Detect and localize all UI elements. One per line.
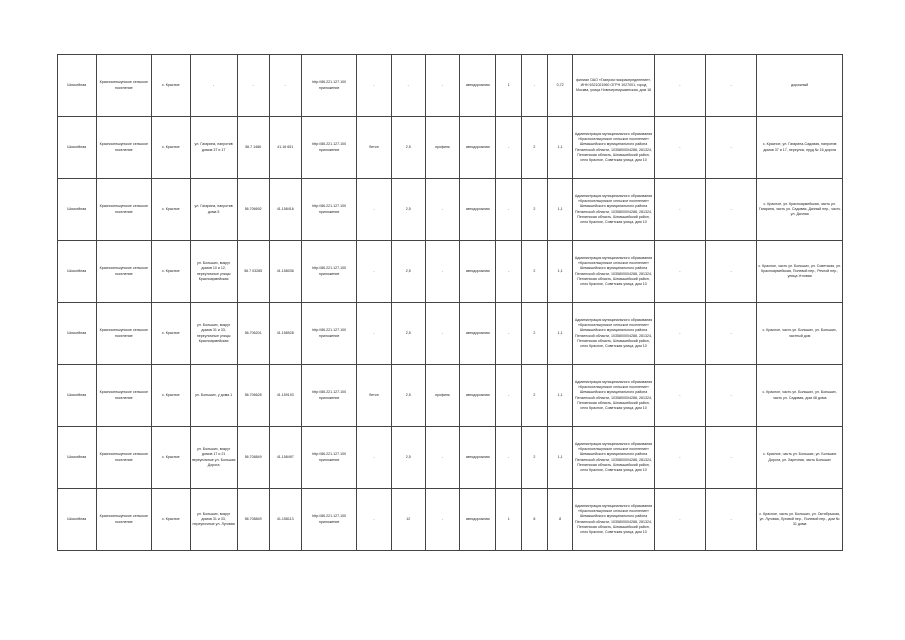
table-cell: Администрация муниципального образования «Красноселькупское сельское поселение» Шемышейского муниципального района Пензенской области, 1035800004288, 281324, Пензенская область, Шемышейский район, село Красное, Советская улица, дом 10	[573, 241, 654, 303]
table-cell: Красноселькупское сельское поселение	[96, 489, 152, 551]
table-cell: Красноселькупское сельское поселение	[96, 303, 152, 365]
table-cell: 56.706628	[237, 365, 269, 427]
table-cell: Администрация муниципального образования «Красноселькупское сельское поселение» Шемышейского муниципального района Пензенской области, 1035800004288, 281324, Пензенская область, Шемышейский район, село Красное, Советская улица, дом 10	[573, 427, 654, 489]
table-cell: автодорожная	[460, 241, 496, 303]
table-cell: Шоссейная	[58, 179, 97, 241]
table-cell: 41.158036	[269, 241, 301, 303]
table-cell: http://86.221.127.100 приложение	[301, 427, 357, 489]
table-cell: -	[706, 179, 757, 241]
table-cell: -	[654, 427, 705, 489]
table-cell: -	[357, 179, 391, 241]
table-cell: Шоссейная	[58, 55, 97, 117]
table-cell: -	[357, 427, 391, 489]
table-cell: с. Красное	[152, 489, 191, 551]
table-cell: 41.16 651	[269, 117, 301, 179]
table-cell: Красноселькупское сельское поселение	[96, 427, 152, 489]
table-cell: 1,1	[547, 365, 573, 427]
table-cell: Шоссейная	[58, 365, 97, 427]
table-cell: -	[654, 241, 705, 303]
table-cell: Красноселькупское сельское поселение	[96, 365, 152, 427]
table-cell: -	[654, 179, 705, 241]
table-cell: -	[496, 179, 522, 241]
table-cell: с. Красное	[152, 303, 191, 365]
table-cell: 56.706201	[237, 303, 269, 365]
table-cell: Администрация муниципального образования «Красноселькупское сельское поселение» Шемышейского муниципального района Пензенской области, 1035800004288, 281324, Пензенская область, Шемышейский район, село Красное, Советская улица, дом 10	[573, 489, 654, 551]
table-cell: Шоссейная	[58, 427, 97, 489]
table-cell: http://86.221.127.100 приложение	[301, 303, 357, 365]
table-cell: 56.7 1486	[237, 117, 269, 179]
table-cell: -	[654, 117, 705, 179]
table-cell: Шоссейная	[58, 241, 97, 303]
table-cell: Красноселькупское сельское поселение	[96, 179, 152, 241]
table-body	[58, 55, 843, 551]
table-cell: 2	[522, 117, 548, 179]
table-row	[58, 55, 843, 117]
table-cell: -	[357, 303, 391, 365]
table-cell: 2,5	[391, 365, 425, 427]
table-cell: 2,5	[391, 179, 425, 241]
table-cell: 8	[547, 489, 573, 551]
table-cell: 2,5	[391, 117, 425, 179]
table-cell: Красноселькупское сельское поселение	[96, 241, 152, 303]
table-cell: 56.708849	[237, 427, 269, 489]
table-cell: 2	[522, 427, 548, 489]
table-cell: -	[706, 117, 757, 179]
table-cell: Шоссейная	[58, 303, 97, 365]
table-cell: -	[496, 365, 522, 427]
table-cell: Администрация муниципального образования «Красноселькупское сельское поселение» Шемышейского муниципального района Пензенской области, 1035800004288, 281324, Пензенская область, Шемышейский район, село Красное, Советская улица, дом 10	[573, 365, 654, 427]
table-cell: с. Красное	[152, 241, 191, 303]
table-cell: дорожный	[757, 55, 843, 117]
table-cell: 2	[522, 303, 548, 365]
table-cell: -	[357, 55, 391, 117]
table-cell: 56.7 03285	[237, 241, 269, 303]
table-cell: ул. Больших, у дома 1	[190, 365, 237, 427]
table-cell: -	[391, 55, 425, 117]
table-cell: Шоссейная	[58, 117, 97, 179]
table-cell: http://86.221.127.100 приложение	[301, 117, 357, 179]
table-cell: ул. Гагарина, напротив домов 37 и 17	[190, 117, 237, 179]
table-cell: 1,1	[547, 427, 573, 489]
table-cell: Администрация муниципального образования «Красноселькупское сельское поселение» Шемышейского муниципального района Пензенской области, 1035800004288, 281324, Пензенская область, Шемышейский район, село Красное, Советская улица, дом 10	[573, 303, 654, 365]
table-cell: 56.706692	[237, 179, 269, 241]
table-cell: -	[425, 241, 459, 303]
table-cell: с. Красное, часть ул. Больших, ул. Октябрьская, ул. Луговая, Луговой пер., Полевой пер., дом № 31 дома	[757, 489, 843, 551]
table-cell: Администрация муниципального образования «Красноселькупское сельское поселение» Шемышейского муниципального района Пензенской области, 1035800004288, 281324, Пензенская область, Шемышейский район, село Красное, Советская улица, дом 10	[573, 179, 654, 241]
table-cell: -	[706, 365, 757, 427]
table-cell: -	[425, 427, 459, 489]
table-cell: автодорожная	[460, 55, 496, 117]
table-cell: -	[706, 427, 757, 489]
registry-table	[57, 54, 843, 551]
table-row	[58, 303, 843, 365]
table-cell: с. Красное, ул. Красноармейская, часть ул. Гагарина, часть ул. Садовая, Дачный пер., часть ул. Дачная	[757, 179, 843, 241]
table-cell: с. Красное, ул. Гагарина-Садовая, напротив домов 37 и 17, переулок, пруд № 16 дорога	[757, 117, 843, 179]
table-cell: -	[654, 365, 705, 427]
table-row	[58, 117, 843, 179]
table-cell: -	[425, 303, 459, 365]
table-cell: ул. Больших, вокруг домов 31 и 33, переулочные ул. Луговая	[190, 489, 237, 551]
table-cell: 2,5	[391, 241, 425, 303]
table-cell: Шоссейная	[58, 489, 97, 551]
table-cell: http://86.221.127.100 приложение	[301, 489, 357, 551]
table-cell: -	[654, 489, 705, 551]
table-cell: 0,72	[547, 55, 573, 117]
table-cell: с. Красное	[152, 117, 191, 179]
table-cell: с. Красное	[152, 427, 191, 489]
table-cell: 1	[496, 55, 522, 117]
table-cell: профиль	[425, 117, 459, 179]
table-cell: -	[496, 241, 522, 303]
table-row	[58, 179, 843, 241]
table-cell: ул. Больших, вокруг домов 31 и 33, переулочные улицы Красноармейская	[190, 303, 237, 365]
table-cell: 1,1	[547, 179, 573, 241]
table-cell: филиал ОАО «Газпром газораспределение», ИНН 6321021960 ОГРН 1027001, город Москва, улица Новочеремушкинская, дом 16	[573, 55, 654, 117]
table-cell: с. Красное	[152, 55, 191, 117]
table-row	[58, 427, 843, 489]
table-cell: -	[425, 179, 459, 241]
table-cell: с. Красное, часть ул. Больших, ул. Больших, часть ул. Садовая, дом 48 дома	[757, 365, 843, 427]
table-cell: 2	[522, 241, 548, 303]
table-cell: с. Красное	[152, 365, 191, 427]
table-cell: 2	[522, 179, 548, 241]
table-cell: автодорожная	[460, 117, 496, 179]
table-cell: автодорожная	[460, 365, 496, 427]
table-cell: автодорожная	[460, 427, 496, 489]
table-cell: 41.158497	[269, 427, 301, 489]
table-cell: -	[496, 427, 522, 489]
table-cell: -	[357, 489, 391, 551]
table-cell: автодорожная	[460, 179, 496, 241]
table-row	[58, 241, 843, 303]
table-cell: ул. Гагарина, напротив дома 5	[190, 179, 237, 241]
table-cell: 1,1	[547, 241, 573, 303]
table-cell: 41.158416	[269, 179, 301, 241]
table-cell: -	[357, 241, 391, 303]
table-cell: http://86.221.127.100 приложение	[301, 241, 357, 303]
table-cell: ул. Больших, вокруг домов 17 и 21 переулочные ул. Больших Дорога	[190, 427, 237, 489]
table-cell: с. Красное, часть ул. Больших, ул. Больших Дорога, ул. Заречная, часть Больших	[757, 427, 843, 489]
table-row	[58, 489, 843, 551]
table-cell: -	[237, 55, 269, 117]
table-cell: -	[190, 55, 237, 117]
table-cell: профиль	[425, 365, 459, 427]
table-cell: 41.159193	[269, 365, 301, 427]
table-cell: 1,1	[547, 303, 573, 365]
table-cell: -	[706, 489, 757, 551]
table-cell: -	[269, 55, 301, 117]
table-cell: бетон	[357, 117, 391, 179]
table-cell: 8	[522, 489, 548, 551]
table-cell: ул. Больших, вокруг домов 10 и 12, переулочные улицы Красноармейская	[190, 241, 237, 303]
table-cell: автодорожная	[460, 303, 496, 365]
table-cell: 41.158928	[269, 303, 301, 365]
table-cell: http://86.221.127.100 приложение	[301, 365, 357, 427]
table-cell: 1,1	[547, 117, 573, 179]
table-cell: 12	[391, 489, 425, 551]
table-cell: 41.158113	[269, 489, 301, 551]
table-row	[58, 365, 843, 427]
table-cell: -	[496, 303, 522, 365]
table-cell: -	[706, 303, 757, 365]
table-cell: -	[425, 489, 459, 551]
table-cell: -	[654, 55, 705, 117]
table-cell: http://86.221.127.100 приложение	[301, 55, 357, 117]
table-cell: -	[654, 303, 705, 365]
table-cell: Красноселькупское сельское поселение	[96, 117, 152, 179]
table-cell: -	[522, 55, 548, 117]
table-cell: бетон	[357, 365, 391, 427]
table-cell: с. Красное, часть ул. Больших, ул. Советская, ул. Красноармейская, Полевой пер., Речной пер., улица Угловая	[757, 241, 843, 303]
table-cell: Красноселькупское сельское поселение	[96, 55, 152, 117]
table-cell: автодорожная	[460, 489, 496, 551]
table-cell: с. Красное, часть ул. Больших, ул. Больших, частный дом	[757, 303, 843, 365]
table-cell: 2,5	[391, 427, 425, 489]
table-cell: -	[706, 55, 757, 117]
table-cell: 56.708849	[237, 489, 269, 551]
table-cell: 1	[496, 489, 522, 551]
table-cell: http://86.221.127.100 приложение	[301, 179, 357, 241]
table-cell: -	[496, 117, 522, 179]
table-cell: 2	[522, 365, 548, 427]
table-cell: с. Красное	[152, 179, 191, 241]
table-cell: Администрация муниципального образования «Красноселькупское сельское поселение» Шемышейского муниципального района Пензенской области, 1035800004288, 281324, Пензенская область, Шемышейский район, село Красное, Советская улица, дом 10	[573, 117, 654, 179]
table-cell: 2,5	[391, 303, 425, 365]
table-cell: -	[425, 55, 459, 117]
table-cell: -	[706, 241, 757, 303]
